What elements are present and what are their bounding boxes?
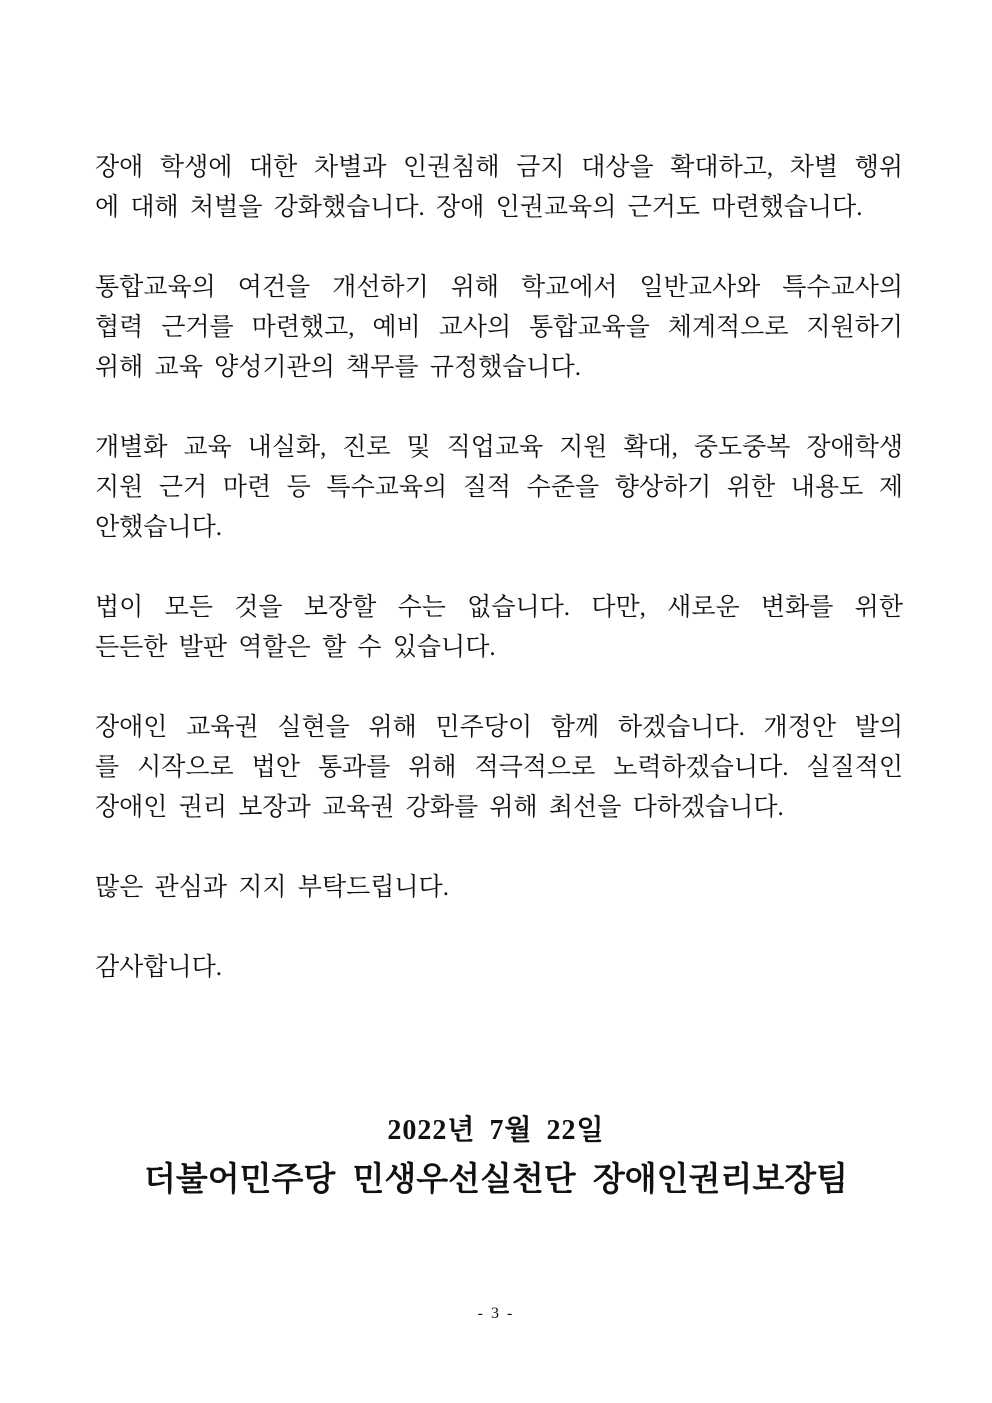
- paragraph-line: 에 대해 처벌을 강화했습니다. 장애 인권교육의 근거도 마련했습니다.: [95, 194, 863, 221]
- paragraph-line: 많은 관심과 지지 부탁드립니다.: [95, 874, 449, 901]
- paragraph: [95, 268, 903, 388]
- closing-signature: 더불어민주당 민생우선실천단 장애인권리보장팀: [144, 1162, 848, 1198]
- paragraph-line: 장애인 교육권 실현을 위해 민주당이 함께 하겠습니다. 개정안 발의: [95, 714, 903, 741]
- paragraph-line: 법이 모든 것을 보장할 수는 없습니다. 다만, 새로운 변화를 위한: [95, 594, 903, 621]
- paragraph-line: 를 시작으로 법안 통과를 위해 적극적으로 노력하겠습니다. 실질적인: [95, 754, 903, 781]
- paragraph: [95, 588, 903, 668]
- paragraph: [95, 868, 903, 908]
- paragraph: [95, 428, 903, 548]
- closing-block: [0, 1108, 992, 1206]
- paragraph-line: 장애인 권리 보장과 교육권 강화를 위해 최선을 다하겠습니다.: [95, 794, 784, 821]
- paragraph-line: 지원 근거 마련 등 특수교육의 질적 수준을 향상하기 위한 내용도 제: [95, 474, 903, 501]
- paragraph-line: 위해 교육 양성기관의 책무를 규정했습니다.: [95, 354, 581, 381]
- closing-date: 2022년 7월 22일: [387, 1115, 605, 1146]
- paragraph-line: 장애 학생에 대한 차별과 인권침해 금지 대상을 확대하고, 차별 행위: [95, 154, 903, 181]
- paragraph: [95, 948, 903, 988]
- paragraph-line: 통합교육의 여건을 개선하기 위해 학교에서 일반교사와 특수교사의: [95, 274, 903, 301]
- paragraph-line: 협력 근거를 마련했고, 예비 교사의 통합교육을 체계적으로 지원하기: [95, 314, 903, 341]
- page-number: - 3 -: [477, 1305, 515, 1322]
- paragraph-line: 개별화 교육 내실화, 진로 및 직업교육 지원 확대, 중도중복 장애학생: [95, 434, 903, 461]
- paragraph-line: 안했습니다.: [95, 514, 223, 541]
- paragraph-line: 감사합니다.: [95, 954, 223, 981]
- document-body: [95, 148, 903, 1028]
- paragraph: [95, 148, 903, 228]
- paragraph: [95, 708, 903, 828]
- paragraph-line: 든든한 발판 역할은 할 수 있습니다.: [95, 634, 496, 661]
